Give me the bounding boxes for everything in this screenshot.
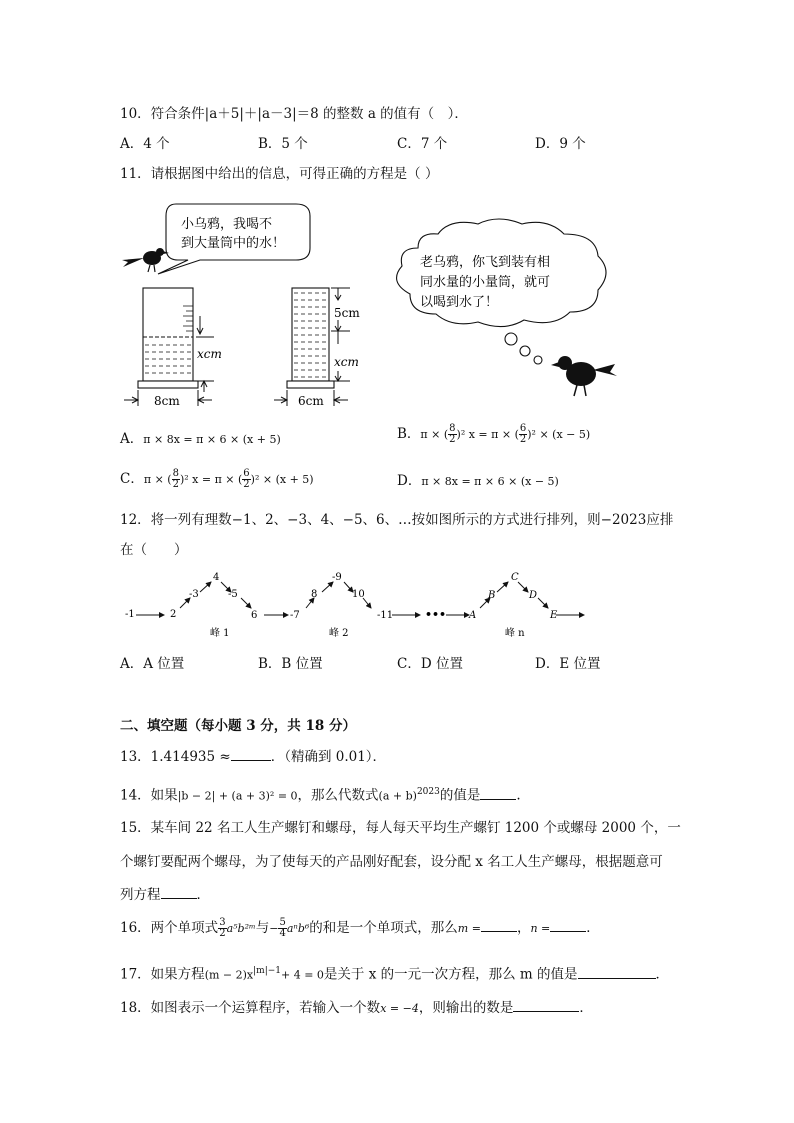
bubble1-line2: 到大量筒中的水！ bbox=[181, 236, 286, 251]
q14-end: . bbox=[516, 787, 521, 804]
q16-m-eq: m = bbox=[457, 922, 481, 935]
q11-option-b-pre: π × ( bbox=[420, 428, 449, 441]
q16-neg: − bbox=[269, 922, 279, 935]
small-cylinder bbox=[274, 288, 360, 408]
q13 bbox=[120, 746, 386, 767]
q14-expr: |b − 2| + (a + 3)² = 0 bbox=[177, 789, 298, 803]
seq-4: 4 bbox=[213, 572, 220, 583]
q11-option-c-label: C． bbox=[120, 471, 144, 487]
q11-option-a bbox=[120, 429, 281, 450]
q16-f1-den: 2 bbox=[219, 928, 226, 939]
q18-end: ． bbox=[579, 1000, 593, 1016]
q18-pre: 18．如图表示一个运算程序，若输入一个数 bbox=[120, 1000, 381, 1016]
seq-E: E bbox=[550, 610, 558, 621]
q14-expr2: (a + b) bbox=[378, 789, 417, 803]
q16-mid2: 的和是一个单项式，那么 bbox=[309, 920, 458, 936]
q11-option-b bbox=[397, 424, 590, 445]
frac-6-den-c: 2 bbox=[243, 479, 250, 490]
q16-n-eq: n = bbox=[530, 922, 551, 935]
seq-n-11: -11 bbox=[377, 610, 394, 621]
cyl1-height-label: xcm bbox=[197, 347, 222, 361]
q10-option-d: D．9 个 bbox=[535, 136, 586, 152]
seq-B: B bbox=[488, 590, 496, 601]
q17-exp: |m|−1 bbox=[253, 966, 281, 976]
seq-C: C bbox=[511, 572, 519, 583]
seq-2: 2 bbox=[170, 609, 177, 620]
q11-option-b-post: )² × (x − 5) bbox=[527, 428, 591, 441]
q17-blank[interactable] bbox=[578, 964, 656, 979]
q16-comma: ， bbox=[516, 920, 531, 936]
q12-option-c: C．D 位置 bbox=[397, 656, 463, 672]
frac-8-num: 8 bbox=[449, 423, 456, 434]
q10-stem: 10．符合条件|a＋5|＋|a－3|＝8 的整数 a 的值有（ ）． bbox=[120, 106, 468, 122]
q11-stem: 11．请根据图中给出的信息，可得正确的方程是（ ） bbox=[120, 166, 439, 182]
cyl1-width-label: 8cm bbox=[154, 394, 180, 408]
q11-option-c bbox=[120, 469, 314, 490]
q16-end: ． bbox=[586, 920, 600, 936]
cyl2-width-label: 6cm bbox=[298, 394, 324, 408]
q11-option-d-expr: π × 8x = π × 6 × (x − 5) bbox=[421, 475, 559, 488]
q17-post: 是关于 x 的一元一次方程，那么 m 的值是 bbox=[323, 966, 578, 983]
q16-f2-den: 4 bbox=[279, 928, 286, 939]
q16 bbox=[120, 917, 600, 939]
q14-mid: ，那么代数式 bbox=[297, 787, 379, 804]
frac-6-num-c: 6 bbox=[243, 468, 250, 479]
q15-line1: 15．某车间 22 名工人生产螺钉和螺母，每人每天平均生产螺钉 1200 个或螺母 2000 个，一 bbox=[120, 820, 681, 836]
q11-option-d bbox=[397, 471, 559, 492]
thought-cloud bbox=[397, 219, 606, 364]
seq-n-1: -1 bbox=[125, 609, 135, 620]
seq-n-9: -9 bbox=[332, 572, 342, 583]
q15-line2: 个螺钉要配两个螺母，为了使每天的产品刚好配套，设分配 x 名工人生产螺母，根据题意可 bbox=[120, 854, 663, 870]
q14-blank[interactable] bbox=[480, 785, 516, 800]
seq-6: 6 bbox=[251, 610, 258, 621]
q16-term1: a⁵b²ᵐ bbox=[226, 922, 256, 935]
q11-option-c-mid: )² x = π × ( bbox=[179, 473, 243, 486]
q17-expr: (m − 2)x bbox=[204, 968, 254, 982]
q12-stem-line1: 12．将一列有理数−1、2、−3、4、−5、6、…按如图所示的方式进行排列，则−2023应排 bbox=[120, 512, 674, 528]
q18-blank[interactable] bbox=[513, 997, 579, 1012]
seq-n-7: -7 bbox=[290, 610, 300, 621]
cyl2-height-label: xcm bbox=[334, 355, 359, 369]
q11-option-b-mid: )² x = π × ( bbox=[456, 428, 519, 441]
q14-pre: 14．如果 bbox=[120, 787, 178, 804]
q15-line3 bbox=[120, 884, 210, 905]
q17-end: ． bbox=[655, 966, 670, 983]
section-2-title: 二、填空题（每小题 3 分，共 18 分） bbox=[120, 718, 356, 734]
seq-D: D bbox=[529, 590, 538, 601]
q11-option-d-label: D． bbox=[397, 473, 422, 489]
q18-post: ，则输出的数是 bbox=[418, 1000, 514, 1016]
bubble1-line1: 小乌鸦，我喝不 bbox=[181, 217, 273, 232]
bubble2-line3: 以喝到水了！ bbox=[420, 295, 499, 310]
q11-option-a-expr: π × 8x = π × 6 × (x + 5) bbox=[143, 433, 281, 446]
q15-blank[interactable] bbox=[161, 884, 197, 899]
q12-option-a: A．A 位置 bbox=[120, 656, 185, 672]
q11-figure bbox=[118, 196, 628, 411]
q15-line3-post: ． bbox=[196, 887, 210, 903]
q12-stem-line2: 在（ ） bbox=[120, 542, 188, 558]
q16-pre: 16．两个单项式 bbox=[120, 920, 219, 936]
q14-exp: 2023 bbox=[416, 787, 440, 797]
q17-expr2: + 4 = 0 bbox=[281, 968, 324, 982]
seq-8: 8 bbox=[311, 589, 318, 600]
crow-2-icon bbox=[551, 356, 617, 396]
q18-expr: x = −4 bbox=[380, 1002, 419, 1015]
q10-option-c: C．7 个 bbox=[397, 136, 448, 152]
frac-6-num: 6 bbox=[519, 423, 527, 434]
cyl2-top-label: 5cm bbox=[334, 306, 360, 320]
q11-option-c-post: )² × (x + 5) bbox=[250, 473, 314, 486]
q12-option-b: B．B 位置 bbox=[258, 656, 323, 672]
peak-2-label: 峰 2 bbox=[329, 628, 349, 639]
seq-dots: ••• bbox=[425, 608, 447, 621]
q15-line3-pre: 列方程 bbox=[120, 887, 161, 903]
frac-8-den-c: 2 bbox=[172, 479, 179, 490]
q11-option-a-label: A． bbox=[120, 431, 144, 447]
q10-option-a: A．4 个 bbox=[120, 136, 170, 152]
q16-term2: aⁿb⁶ bbox=[286, 922, 310, 935]
frac-8-num-c: 8 bbox=[172, 468, 179, 479]
frac-6-den: 2 bbox=[519, 434, 527, 445]
crow-1-icon bbox=[122, 248, 169, 272]
q16-f2-num: 5 bbox=[279, 917, 286, 928]
q12-sequence-figure bbox=[118, 568, 598, 640]
q13-blank[interactable] bbox=[231, 746, 271, 761]
q10-option-b: B．5 个 bbox=[258, 136, 308, 152]
q16-f1-num: 3 bbox=[219, 917, 226, 928]
q14 bbox=[120, 782, 521, 807]
q13-post: ．（精确到 0.01）． bbox=[270, 749, 387, 765]
q16-blank-n[interactable] bbox=[550, 917, 586, 932]
q11-option-c-pre: π × ( bbox=[143, 473, 172, 486]
q14-post: 的值是 bbox=[439, 787, 481, 804]
bubble2-line1: 老乌鸦，你飞到装有相 bbox=[420, 255, 551, 270]
bubble2-line2: 同水量的小量筒，就可 bbox=[420, 275, 551, 290]
frac-8-den: 2 bbox=[449, 434, 456, 445]
q11-option-b-label: B． bbox=[397, 426, 421, 442]
q17 bbox=[120, 961, 669, 986]
q16-mid: 与 bbox=[255, 920, 270, 936]
seq-n-5: -5 bbox=[228, 589, 238, 600]
seq-n-3: -3 bbox=[189, 589, 199, 600]
peak-1-label: 峰 1 bbox=[210, 628, 230, 639]
q13-pre: 13．1.414935 ≈ bbox=[120, 749, 231, 765]
q18 bbox=[120, 997, 593, 1019]
q12-option-d: D．E 位置 bbox=[535, 656, 601, 672]
q17-pre: 17．如果方程 bbox=[120, 966, 205, 983]
peak-n-label: 峰 n bbox=[505, 628, 525, 639]
seq-10: 10 bbox=[352, 589, 365, 600]
seq-A: A bbox=[469, 610, 477, 621]
large-cylinder bbox=[124, 288, 222, 408]
q16-blank-m[interactable] bbox=[481, 917, 517, 932]
